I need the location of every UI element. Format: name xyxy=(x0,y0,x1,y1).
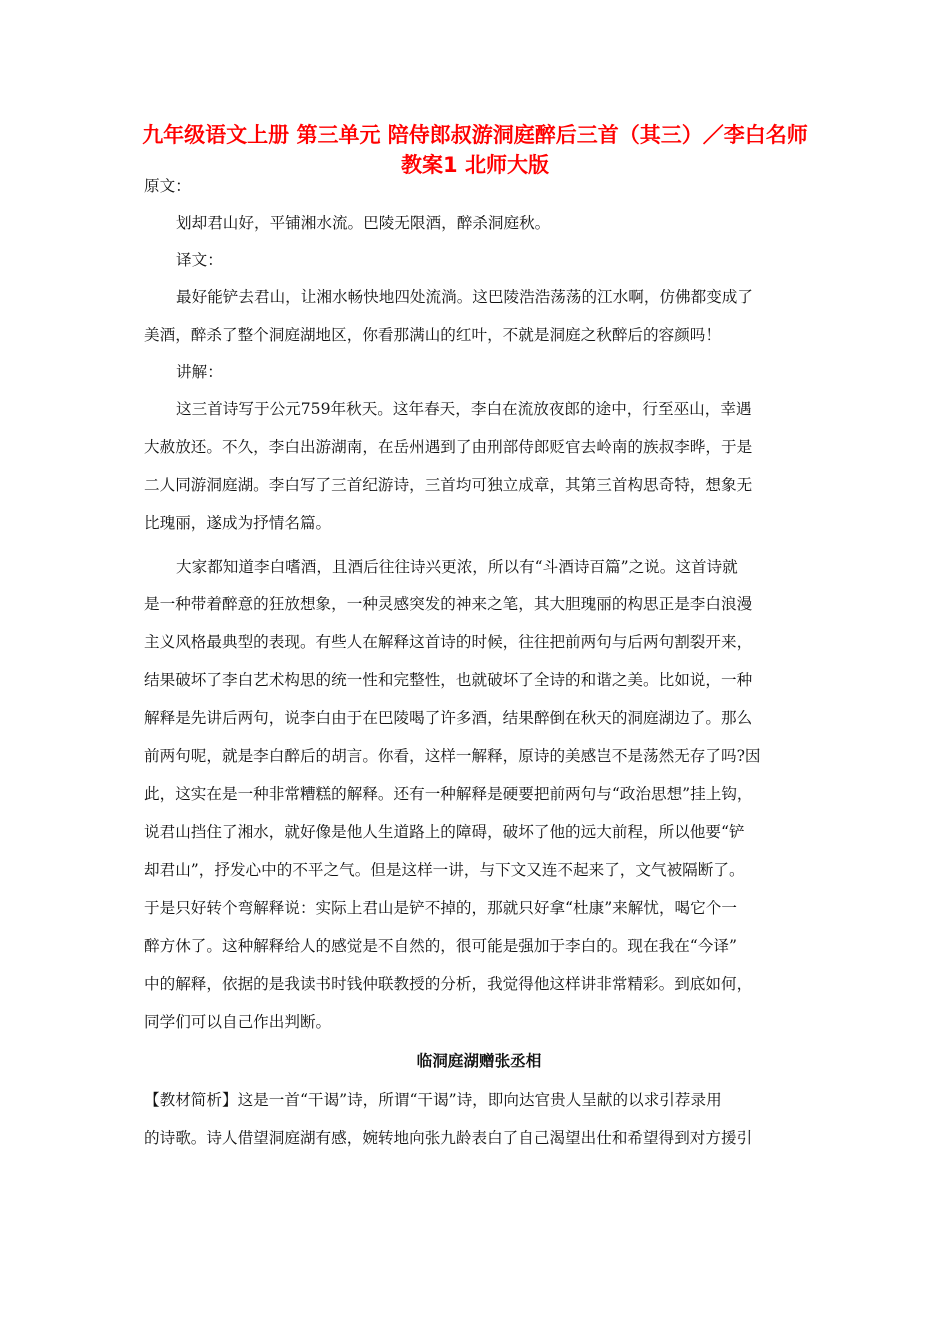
paragraph-line: 说君山挡住了湘水，就好像是他人生道路上的障碍，破坏了他的远大前程，所以他要“铲 xyxy=(144,823,745,841)
paragraph-line: 大赦放还。不久，李白出游湖南，在岳州遇到了由刑部侍郎贬官去岭南的族叔李晔，于是 xyxy=(144,438,753,456)
paragraph-line: 解释是先讲后两句，说李白由于在巴陵喝了许多酒，结果醉倒在秋天的洞庭湖边了。那么 xyxy=(144,709,753,727)
paragraph-line: 二人同游洞庭湖。李白写了三首纪游诗，三首均可独立成章，其第三首构思奇特，想象无 xyxy=(144,476,753,494)
paragraph-line: 大家都知道李白嗜酒，且酒后往往诗兴更浓，所以有“斗酒诗百篇”之说。这首诗就 xyxy=(176,558,738,576)
paragraph-line: 此，这实在是一种非常糟糕的解释。还有一种解释是硬要把前两句与“政治思想”挂上钩， xyxy=(144,785,753,803)
section-paragraph-line: 的诗歌。诗人借望洞庭湖有感，婉转地向张九龄表白了自己渴望出仕和希望得到对方援引 xyxy=(144,1129,753,1147)
paragraph-line: 前两句呢，就是李白醉后的胡言。你看，这样一解释，原诗的美感岂不是荡然无存了吗?因 xyxy=(144,747,761,765)
paragraph-line: 同学们可以自己作出判断。 xyxy=(144,1013,332,1031)
paragraph-line: 结果破坏了李白艺术构思的统一性和完整性，也就破坏了全诗的和谐之美。比如说，一种 xyxy=(144,671,753,689)
paragraph-line: 最好能铲去君山，让湘水畅快地四处流淌。这巴陵浩浩荡荡的江水啊，仿佛都变成了 xyxy=(176,288,753,306)
paragraph-line: 于是只好转个弯解释说：实际上君山是铲不掉的，那就只好拿“杜康”来解忧，喝它个一 xyxy=(144,899,737,917)
paragraph-line: 中的解释，依据的是我读书时钱仲联教授的分析，我觉得他这样讲非常精彩。到底如何， xyxy=(144,975,753,993)
label-original: 原文： xyxy=(144,177,191,195)
paragraph-line: 是一种带着醉意的狂放想象，一种灵感突发的神来之笔，其大胆瑰丽的构思正是李白浪漫 xyxy=(144,595,753,613)
paragraph-line: 这三首诗写于公元759年秋天。这年春天，李白在流放夜郎的途中，行至巫山，幸遇 xyxy=(176,400,752,418)
poem-text: 划却君山好，平铺湘水流。巴陵无限酒，醉杀洞庭秋。 xyxy=(176,214,551,232)
label-translation: 译文： xyxy=(176,251,223,269)
section-paragraph-line: 【教材简析】这是一首“干谒”诗，所谓“干谒”诗，即向达官贵人呈献的以求引荐录用 xyxy=(144,1091,722,1109)
paragraph-line: 主义风格最典型的表现。有些人在解释这首诗的时候，往往把前两句与后两句割裂开来， xyxy=(144,633,753,651)
paragraph-line: 却君山”，抒发心中的不平之气。但是这样一讲，与下文又连不起来了，文气被隔断了。 xyxy=(144,861,745,879)
section-title: 临洞庭湖赠张丞相 xyxy=(416,1052,542,1070)
paragraph-line: 醉方休了。这种解释给人的感觉是不自然的，很可能是强加于李白的。现在我在“今译” xyxy=(144,937,737,955)
label-explanation: 讲解： xyxy=(176,363,223,381)
paragraph-line: 比瑰丽，遂成为抒情名篇。 xyxy=(144,514,332,532)
paragraph-line: 美酒，醉杀了整个洞庭湖地区，你看那满山的红叶，不就是洞庭之秋醉后的容颜吗！ xyxy=(144,326,721,344)
document-title: 九年级语文上册 第三单元 陪侍郎叔游洞庭醉后三首（其三）／李白名师教案1 北师大版 xyxy=(142,123,808,177)
